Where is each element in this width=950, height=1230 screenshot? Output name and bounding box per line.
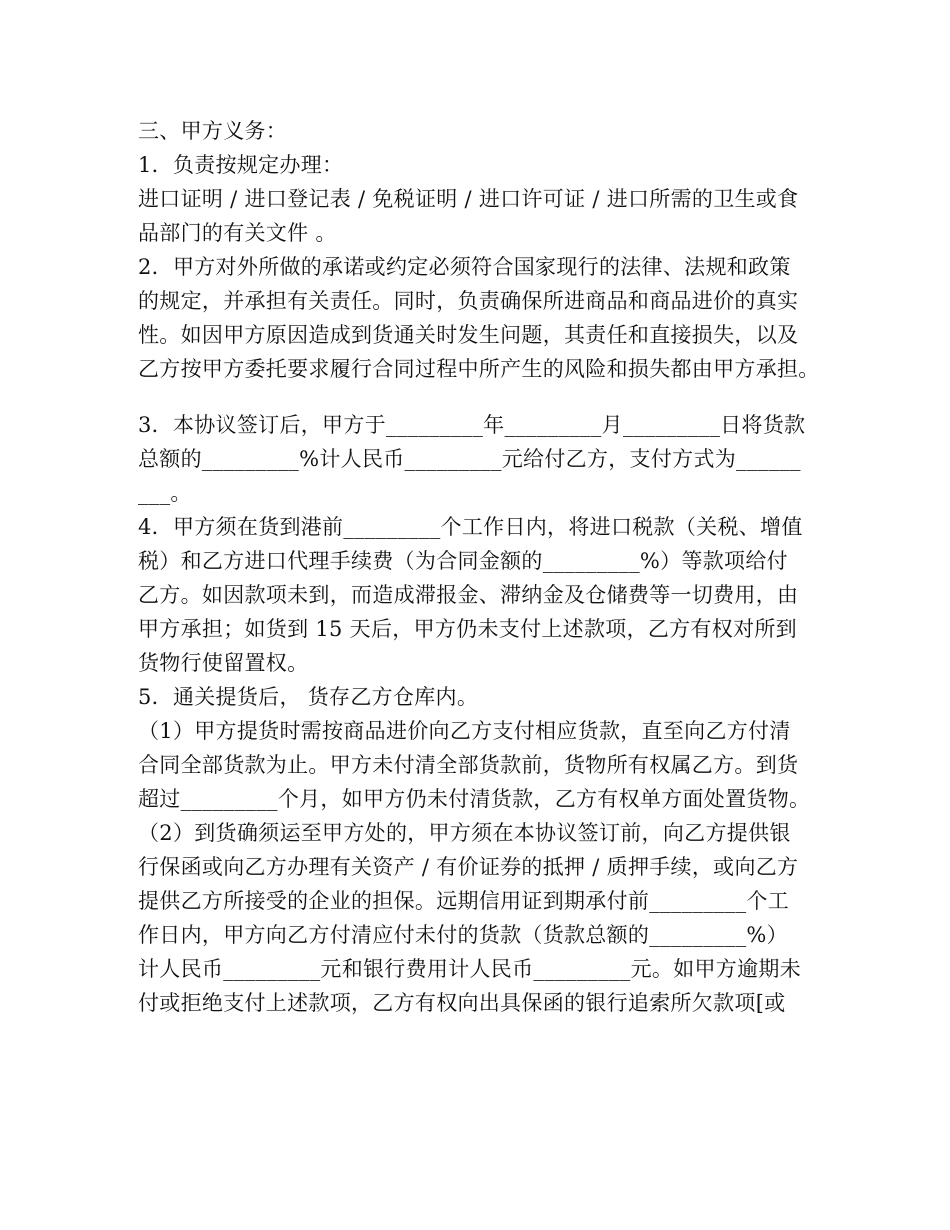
paragraph-line: 税）和乙方进口代理手续费（为合同金额的_________%）等款项给付 (138, 549, 788, 573)
paragraph-line: 合同全部货款为止。甲方未付清全部货款前，货物所有权属乙方。到货 (138, 753, 799, 777)
paragraph-line: 超过_________个月，如甲方仍未付清货款，乙方有权单方面处置货物。 (138, 787, 811, 811)
paragraph-line: 提供乙方所接受的企业的担保。远期信用证到期承付前_________个工 (138, 889, 789, 913)
document-body (138, 114, 818, 1020)
paragraph-line: 甲方承担；如货到 15 天后，甲方仍未支付上述款项，乙方有权对所到 (138, 617, 797, 641)
paragraph-line: 性。如因甲方原因造成到货通关时发生问题，其责任和直接损失，以及 (138, 323, 799, 347)
paragraph-line: 乙方。如因款项未到，而造成滞报金、滞纳金及仓储费等一切费用，由 (138, 583, 799, 607)
paragraph-gap (138, 386, 818, 408)
paragraph-line: 2．甲方对外所做的承诺或约定必须符合国家现行的法律、法规和政策 (138, 255, 791, 279)
paragraph-line: 作日内，甲方向乙方付清应付未付的货款（货款总额的_________%） (138, 923, 788, 947)
paragraph-line: 付或拒绝支付上述款项，乙方有权向出具保函的银行追索所欠款项[或 (138, 991, 786, 1015)
paragraph-line: 的规定，并承担有关责任。同时，负责确保所进商品和商品进价的真实 (138, 289, 799, 313)
paragraph-line: 进口证明 / 进口登记表 / 免税证明 / 进口许可证 / 进口所需的卫生或食 (138, 187, 799, 211)
paragraph-line: 1．负责按规定办理： (138, 153, 344, 177)
paragraph-line: 货物行使留置权。 (138, 651, 309, 675)
paragraph-line: 5．通关提货后， 货存乙方仓库内。 (138, 685, 479, 709)
paragraph-line: 3．本协议签订后，甲方于_________年_________月_________日将货款 (138, 413, 806, 437)
paragraph-line: （2）到货确须运至甲方处的，甲方须在本协议签订前，向乙方提供银 (138, 821, 791, 845)
paragraph-line: 计人民币_________元和银行费用计人民币_________元。如甲方逾期未 (138, 957, 801, 981)
paragraph-line: 乙方按甲方委托要求履行合同过程中所产生的风险和损失都由甲方承担。 (138, 357, 820, 381)
section-heading: 三、甲方义务： (138, 119, 288, 143)
paragraph-line: ___。 (138, 481, 192, 505)
paragraph-line: （1）甲方提货时需按商品进价向乙方支付相应货款，直至向乙方付清 (138, 719, 791, 743)
paragraph-line: 4．甲方须在货到港前_________个工作日内，将进口税款（关税、增值 (138, 515, 803, 539)
paragraph-line: 行保函或向乙方办理有关资产 / 有价证券的抵押 / 质押手续，或向乙方 (138, 855, 799, 879)
paragraph-line: 总额的_________%计人民币_________元给付乙方，支付方式为______ (138, 447, 801, 471)
paragraph-line: 品部门的有关文件 。 (138, 221, 337, 245)
